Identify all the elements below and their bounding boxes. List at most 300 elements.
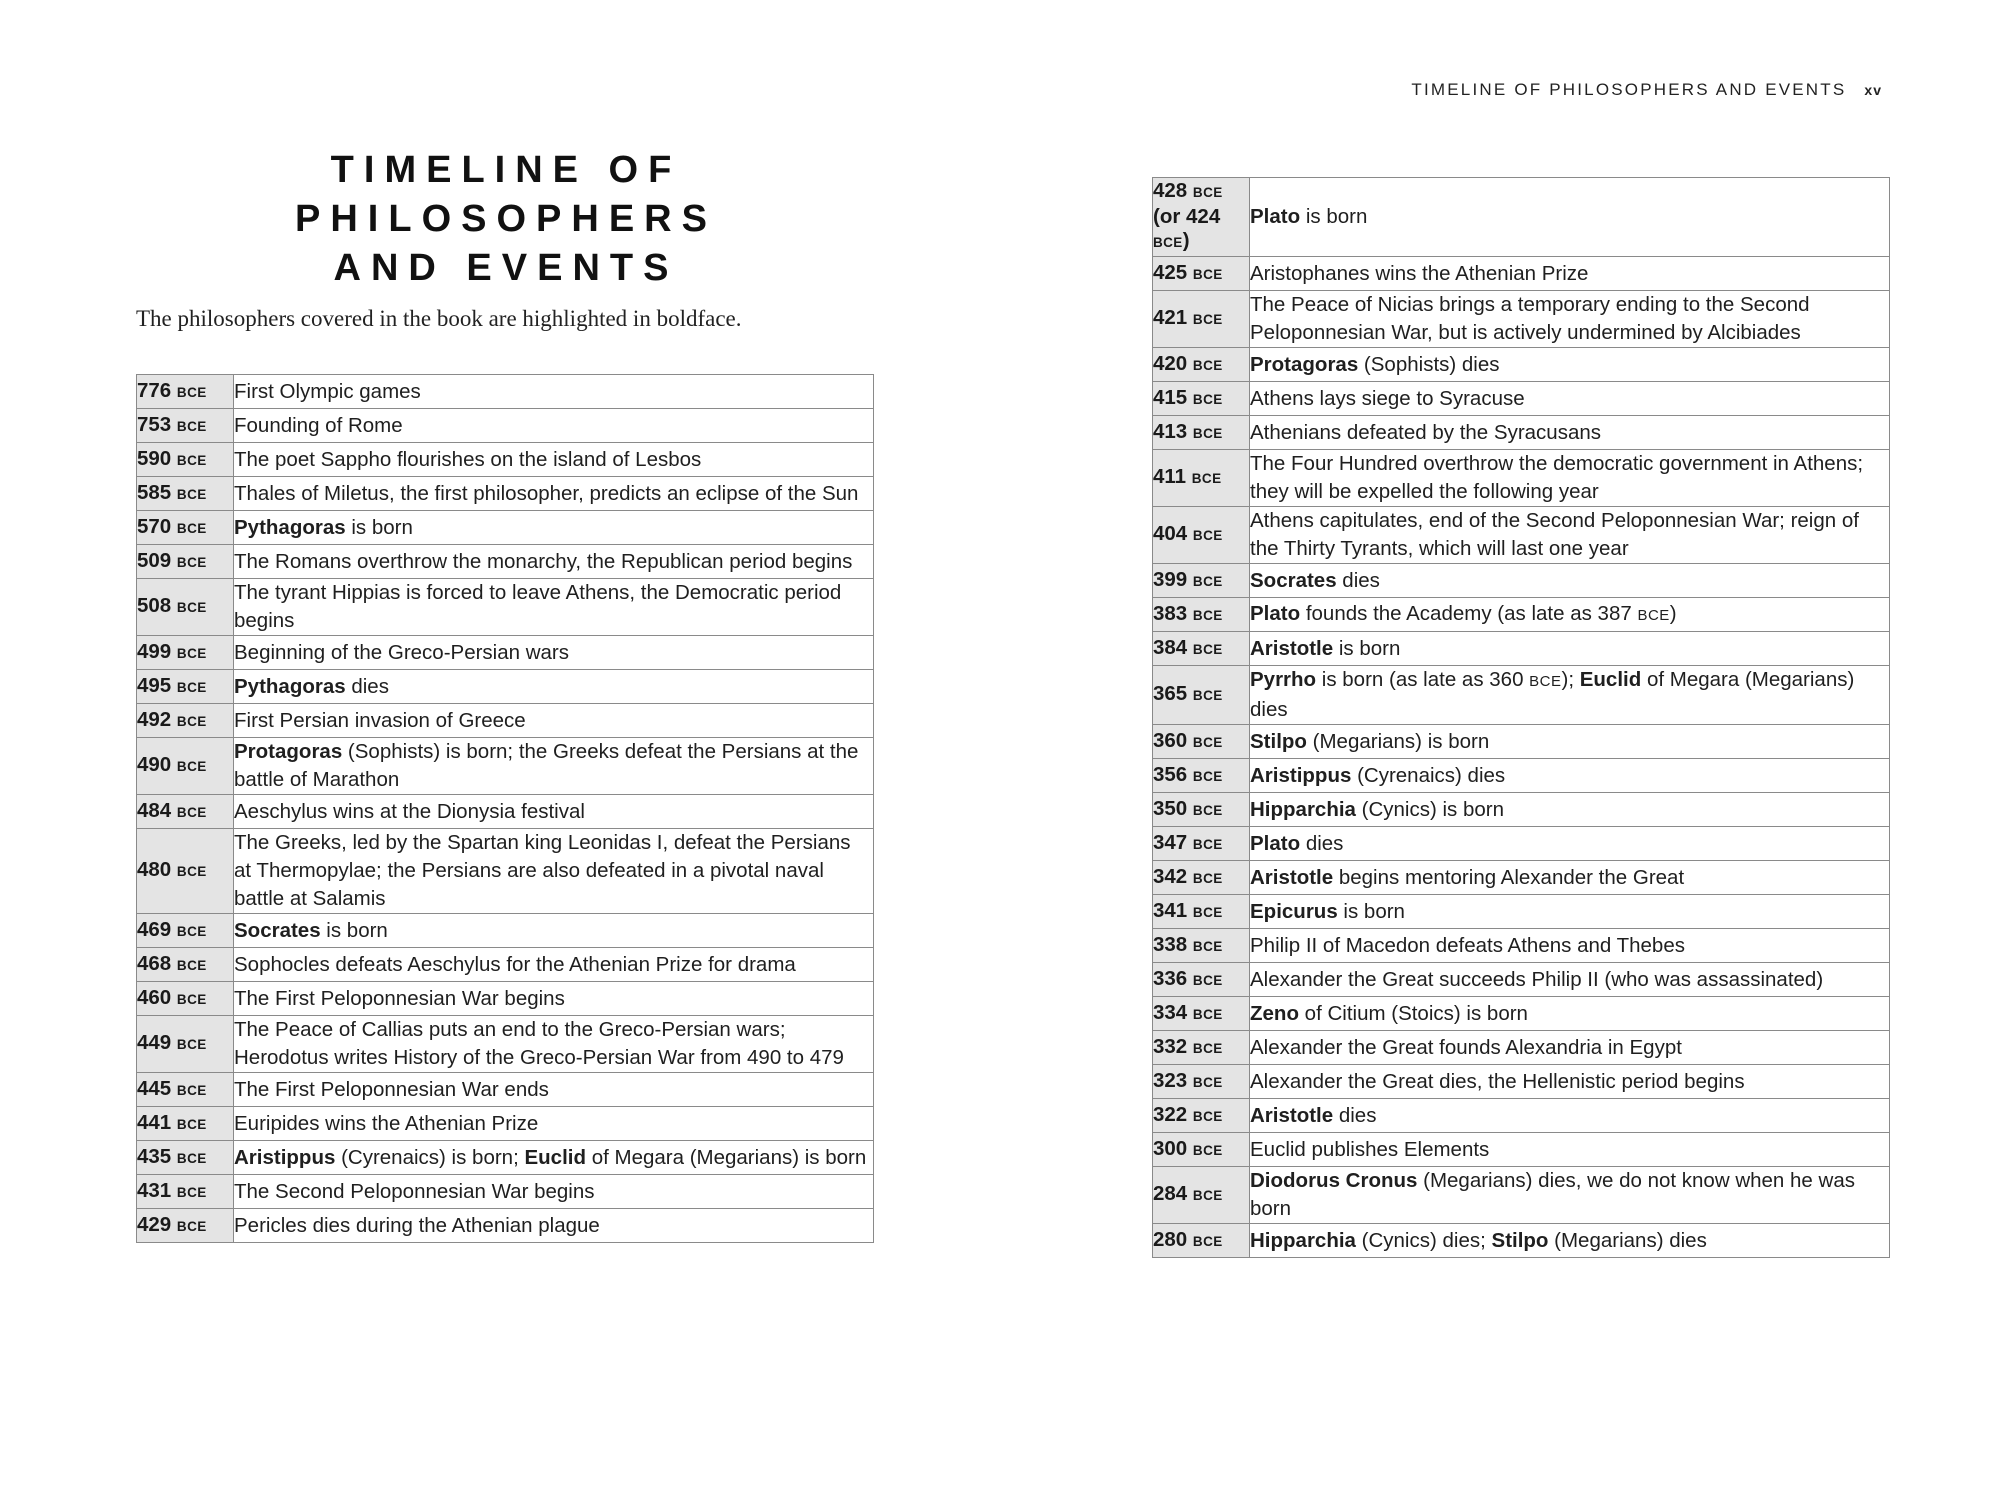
event-text: is born: [1333, 636, 1401, 660]
era-label: BCE: [176, 991, 207, 1007]
table-row: [1153, 598, 1890, 632]
era-label: BCE: [1192, 312, 1223, 327]
event-text: dies: [345, 674, 389, 698]
event-cell: [1250, 416, 1890, 450]
event-cell: [1250, 348, 1890, 382]
year-cell: [137, 443, 234, 477]
era-label: BCE: [1192, 391, 1223, 407]
event-text: Athenians defeated by the Syracusans: [1250, 420, 1602, 444]
year-cell: [137, 948, 234, 982]
year-value: 404: [1153, 522, 1188, 545]
table-row: [137, 795, 874, 829]
year-cell: [1153, 929, 1250, 963]
running-head: [1411, 80, 1882, 100]
event-text: The Four Hundred overthrow the democratic government in Athens; they will be expelled the following year: [1250, 452, 1864, 503]
table-row: [1153, 1065, 1890, 1099]
year-cell: [1153, 348, 1250, 382]
event-text: (Cyrenaics) is born;: [335, 1145, 525, 1169]
philosopher-name: Socrates: [234, 918, 321, 942]
year-cell: [1153, 827, 1250, 861]
event-cell: [234, 1073, 874, 1107]
event-text: The Peace of Callias puts an end to the Greco-Persian wars; Herodotus writes History of the Greco-Persian War from 490 to 479: [234, 1018, 844, 1069]
era-label: BCE: [176, 804, 207, 820]
event-text: Philip II of Macedon defeats Athens and Thebes: [1250, 933, 1685, 957]
year-cell: [1153, 793, 1250, 827]
event-text: (Cynics) dies;: [1355, 1228, 1492, 1252]
year-cell: [1153, 895, 1250, 929]
table-row: [1153, 997, 1890, 1031]
year-value: 341: [1153, 898, 1188, 922]
event-text: Beginning of the Greco-Persian wars: [234, 640, 570, 664]
era-label: BCE: [176, 713, 207, 729]
event-text: dies: [1333, 1103, 1377, 1127]
year-cell: [1153, 997, 1250, 1031]
event-text: (Megarians) is born: [1306, 729, 1490, 753]
event-text: The Greeks, led by the Spartan king Leonidas I, defeat the Persians at Thermopylae; the Persians are also defeated in a pivotal naval battle at Salamis: [234, 831, 851, 910]
era-label: BCE: [1192, 972, 1223, 988]
event-cell: [234, 738, 874, 795]
year-cell: [1153, 450, 1250, 507]
era-label: BCE: [1192, 1108, 1223, 1124]
era-label: BCE: [176, 1184, 207, 1200]
era-label: BCE: [1192, 870, 1223, 886]
era-label: BCE: [176, 957, 207, 973]
event-text: (Sophists) is born; the Greeks defeat the Persians at the battle of Marathon: [234, 740, 859, 791]
event-cell: [1250, 759, 1890, 793]
year-cell: [137, 511, 234, 545]
event-cell: [1250, 632, 1890, 666]
philosopher-name: Plato: [1250, 601, 1301, 625]
year-cell: [1153, 632, 1250, 666]
era-label: BCE: [1192, 528, 1223, 543]
event-cell: [234, 948, 874, 982]
year-cell: [137, 795, 234, 829]
era-label: BCE: [176, 1037, 207, 1052]
event-cell: [234, 1209, 874, 1243]
era-label: BCE: [176, 759, 207, 774]
event-cell: [1250, 861, 1890, 895]
year-value: 425: [1153, 260, 1188, 284]
event-text: The tyrant Hippias is forced to leave Athens, the Democratic period begins: [234, 581, 842, 632]
event-cell: [1250, 178, 1890, 257]
event-cell: [234, 636, 874, 670]
event-cell: [1250, 598, 1890, 632]
philosopher-name: Socrates: [1250, 568, 1337, 592]
year-cell: [137, 1175, 234, 1209]
event-cell: [1250, 793, 1890, 827]
table-row: [1153, 291, 1890, 348]
event-cell: [234, 545, 874, 579]
year-value: 365: [1153, 682, 1188, 705]
event-cell: [1250, 895, 1890, 929]
year-cell: [1153, 257, 1250, 291]
event-text: dies: [1336, 568, 1380, 592]
year-cell: [1153, 963, 1250, 997]
year-value: 429: [137, 1212, 172, 1236]
event-cell: [234, 1107, 874, 1141]
table-row: [1153, 1167, 1890, 1224]
era-label: BCE: [176, 679, 207, 695]
era-label: BCE: [1192, 1188, 1223, 1203]
event-cell: [1250, 382, 1890, 416]
table-row: [1153, 382, 1890, 416]
table-row: [1153, 450, 1890, 507]
era-label: BCE: [176, 1116, 207, 1132]
table-row: [137, 443, 874, 477]
event-cell: [1250, 725, 1890, 759]
philosopher-name: Aristotle: [1250, 865, 1334, 889]
year-cell: [1153, 1167, 1250, 1224]
era-label: BCE: [1192, 836, 1223, 852]
era-label: BCE: [176, 520, 207, 536]
era-label: BCE: [176, 1218, 207, 1234]
philosopher-name: Hipparchia: [1250, 797, 1356, 821]
era-label: BCE: [176, 486, 207, 502]
table-row: [137, 670, 874, 704]
year-value: 753: [137, 412, 172, 436]
era-label: BCE: [1192, 573, 1223, 589]
event-cell: [234, 511, 874, 545]
philosopher-name: Pyrrho: [1250, 668, 1317, 691]
era-label: BCE: [1192, 1142, 1223, 1158]
philosopher-name: Epicurus: [1250, 899, 1338, 923]
year-value: 420: [1153, 351, 1188, 375]
event-text: Aristophanes wins the Athenian Prize: [1250, 261, 1589, 285]
year-cell: [137, 704, 234, 738]
year-value: 332: [1153, 1034, 1188, 1058]
event-text: Euclid publishes Elements: [1250, 1137, 1490, 1161]
philosopher-name: Protagoras: [1250, 352, 1359, 376]
era-label: BCE: [1192, 607, 1223, 623]
table-row: [1153, 632, 1890, 666]
philosopher-name: Aristotle: [1250, 1103, 1334, 1127]
era-label: BCE: [1192, 938, 1223, 954]
era-label: BCE: [1192, 1074, 1223, 1090]
philosopher-name: Diodorus Cronus: [1250, 1169, 1418, 1192]
philosopher-name: Stilpo: [1250, 729, 1307, 753]
year-cell: [1153, 1099, 1250, 1133]
era-label: BCE: [176, 384, 207, 400]
event-text: The First Peloponnesian War ends: [234, 1077, 549, 1101]
table-row: [1153, 1133, 1890, 1167]
era-label: BCE: [1191, 471, 1222, 486]
event-text: (Megarians) dies, we do not know when he was born: [1250, 1169, 1855, 1220]
event-cell: [234, 443, 874, 477]
event-cell: [1250, 507, 1890, 564]
event-text: BCE: [1529, 673, 1562, 690]
event-cell: [1250, 450, 1890, 507]
event-cell: [234, 829, 874, 914]
table-row: [137, 1141, 874, 1175]
era-label: BCE: [176, 418, 207, 434]
event-text: is born (as late as 360: [1316, 668, 1530, 691]
year-cell: [137, 1107, 234, 1141]
event-text: Alexander the Great founds Alexandria in Egypt: [1250, 1035, 1682, 1059]
event-text: The Peace of Nicias brings a temporary ending to the Second Peloponnesian War, but is actively undermined by Alcibiades: [1250, 293, 1810, 344]
year-value: 280: [1153, 1227, 1188, 1251]
year-cell: [1153, 291, 1250, 348]
philosopher-name: Hipparchia: [1250, 1228, 1356, 1252]
year-cell: [1153, 416, 1250, 450]
year-value: 484: [137, 798, 172, 822]
philosopher-name: Plato: [1250, 831, 1301, 855]
philosopher-name: Aristotle: [1250, 636, 1334, 660]
era-label: BCE: [176, 923, 207, 939]
era-label: BCE: [176, 452, 207, 468]
philosopher-name: Zeno: [1250, 1001, 1299, 1025]
table-row: [1153, 178, 1890, 257]
table-row: [1153, 861, 1890, 895]
chapter-title-line-1: TIMELINE OF PHILOSOPHERS: [295, 149, 717, 240]
year-cell: [137, 670, 234, 704]
year-value: 399: [1153, 567, 1188, 591]
timeline-table-right: [1152, 177, 1890, 1258]
event-text: (Cyrenaics) dies: [1351, 763, 1506, 787]
event-cell: [234, 409, 874, 443]
year-value: 415: [1153, 385, 1188, 409]
event-text: Alexander the Great dies, the Hellenistic period begins: [1250, 1069, 1745, 1093]
philosopher-name: Stilpo: [1491, 1228, 1549, 1252]
event-cell: [1250, 997, 1890, 1031]
event-text: (Megarians) dies: [1548, 1228, 1707, 1252]
table-row: [1153, 963, 1890, 997]
event-cell: [1250, 929, 1890, 963]
table-row: [1153, 725, 1890, 759]
event-cell: [1250, 291, 1890, 348]
year-cell: [137, 982, 234, 1016]
event-text: );: [1561, 668, 1580, 691]
timeline-table-body: [1153, 257, 1890, 1258]
year-cell: [1153, 1065, 1250, 1099]
year-value: 585: [137, 480, 172, 504]
intro-text: The philosophers covered in the book are highlighted in boldface.: [136, 306, 742, 331]
table-row: [1153, 348, 1890, 382]
philosopher-name: Euclid: [1579, 668, 1642, 691]
era-label: BCE: [1192, 734, 1223, 750]
year-cell: [1153, 382, 1250, 416]
year-cell: [1153, 725, 1250, 759]
era-label: BCE: [1192, 1233, 1223, 1249]
event-text: is born: [1337, 899, 1405, 923]
chapter-title-line-2: AND EVENTS: [333, 247, 679, 289]
event-text: founds the Academy (as late as 387: [1300, 601, 1638, 625]
alt-year-close: ): [1182, 229, 1190, 252]
year-value: 441: [137, 1110, 172, 1134]
year-cell: [137, 1209, 234, 1243]
year-value: 300: [1153, 1136, 1188, 1160]
right-page: [1000, 0, 2000, 1500]
year-cell: [137, 1073, 234, 1107]
event-text: (Cynics) is born: [1355, 797, 1505, 821]
table-row: [137, 982, 874, 1016]
year-value: 334: [1153, 1000, 1188, 1024]
table-row: [137, 1016, 874, 1073]
event-text: The Second Peloponnesian War begins: [234, 1179, 595, 1203]
year-cell: [137, 579, 234, 636]
table-row: [137, 1209, 874, 1243]
event-cell: [1250, 1099, 1890, 1133]
table-row: [137, 579, 874, 636]
year-value: 468: [137, 951, 172, 975]
year-cell: [137, 545, 234, 579]
event-text: Alexander the Great succeeds Philip II (who was assassinated): [1250, 967, 1824, 991]
year-value: 480: [137, 858, 172, 881]
year-cell: [1153, 564, 1250, 598]
era-label: BCE: [176, 1082, 207, 1098]
event-text: BCE: [1637, 606, 1670, 624]
event-cell: [234, 670, 874, 704]
year-value: 347: [1153, 830, 1188, 854]
table-row: [137, 409, 874, 443]
year-value: 509: [137, 548, 172, 572]
era-label: BCE: [176, 645, 207, 661]
era-label: BCE: [1153, 235, 1183, 250]
year-value: 338: [1153, 932, 1188, 956]
year-value: 336: [1153, 966, 1188, 990]
event-cell: [1250, 666, 1890, 725]
philosopher-name: Plato: [1250, 205, 1301, 228]
year-value: 411: [1153, 465, 1187, 488]
year-cell: [1153, 598, 1250, 632]
event-cell: [234, 914, 874, 948]
era-label: BCE: [1192, 641, 1223, 657]
running-head-title: TIMELINE OF PHILOSOPHERS AND EVENTS: [1411, 80, 1847, 99]
event-text: of Citium (Stoics) is born: [1298, 1001, 1528, 1025]
table-row: [1153, 257, 1890, 291]
event-cell: [234, 477, 874, 511]
event-cell: [1250, 257, 1890, 291]
table-row: [1153, 929, 1890, 963]
year-value: 421: [1153, 306, 1188, 329]
year-cell: [1153, 178, 1250, 257]
table-row: [1153, 564, 1890, 598]
event-text: of Megara (Megarians) is born: [586, 1145, 867, 1169]
year-cell: [137, 477, 234, 511]
era-label: BCE: [1192, 904, 1223, 920]
event-cell: [234, 1175, 874, 1209]
year-value: 431: [137, 1178, 172, 1202]
alt-year-value: (or 424: [1153, 205, 1221, 228]
year-cell: [1153, 666, 1250, 725]
year-value: 342: [1153, 864, 1188, 888]
era-label: BCE: [1192, 266, 1223, 282]
event-text: First Persian invasion of Greece: [234, 708, 526, 732]
table-row: [1153, 759, 1890, 793]
year-cell: [1153, 1133, 1250, 1167]
event-text: Euripides wins the Athenian Prize: [234, 1111, 539, 1135]
philosopher-name: Protagoras: [234, 740, 343, 763]
table-row: [137, 511, 874, 545]
era-label: BCE: [1192, 1040, 1223, 1056]
era-label: BCE: [1192, 1006, 1223, 1022]
event-text: The Romans overthrow the monarchy, the Republican period begins: [234, 549, 853, 573]
event-cell: [1250, 963, 1890, 997]
year-cell: [137, 738, 234, 795]
event-cell: [1250, 1031, 1890, 1065]
year-cell: [137, 829, 234, 914]
year-cell: [137, 1016, 234, 1073]
table-row: [137, 738, 874, 795]
event-cell: [1250, 1167, 1890, 1224]
timeline-table-left: [136, 374, 874, 1243]
event-cell: [234, 982, 874, 1016]
era-label: BCE: [1192, 768, 1223, 784]
era-label: BCE: [176, 554, 207, 570]
era-label: BCE: [1192, 185, 1223, 200]
year-cell: [137, 409, 234, 443]
timeline-table-body: [1153, 178, 1890, 257]
event-text: of Megara (Megarians) dies: [1250, 668, 1855, 721]
table-row: [137, 829, 874, 914]
table-row: [137, 1175, 874, 1209]
year-cell: [137, 375, 234, 409]
year-value: 435: [137, 1144, 172, 1168]
event-cell: [1250, 827, 1890, 861]
year-cell: [137, 1141, 234, 1175]
table-row: [137, 704, 874, 738]
event-cell: [1250, 564, 1890, 598]
table-row: [1153, 827, 1890, 861]
year-value: 508: [137, 594, 172, 617]
year-cell: [1153, 861, 1250, 895]
year-value: 776: [137, 378, 172, 402]
event-cell: [234, 795, 874, 829]
year-value: 495: [137, 673, 172, 697]
year-value: 322: [1153, 1102, 1188, 1126]
philosopher-name: Aristippus: [1250, 763, 1352, 787]
table-row: [137, 948, 874, 982]
event-text: (Sophists) dies: [1358, 352, 1500, 376]
event-text: Pericles dies during the Athenian plague: [234, 1213, 600, 1237]
event-text: Founding of Rome: [234, 413, 403, 437]
year-value: 445: [137, 1076, 172, 1100]
table-row: [1153, 507, 1890, 564]
year-value: 428: [1153, 179, 1188, 202]
event-cell: [1250, 1065, 1890, 1099]
table-row: [137, 477, 874, 511]
event-text: begins mentoring Alexander the Great: [1333, 865, 1685, 889]
page-number: xv: [1864, 82, 1882, 98]
event-cell: [234, 1016, 874, 1073]
table-row: [1153, 1224, 1890, 1258]
table-row: [137, 636, 874, 670]
timeline-table-body: [137, 375, 874, 1243]
year-cell: [137, 636, 234, 670]
era-label: BCE: [176, 600, 207, 615]
year-value: 570: [137, 514, 172, 538]
event-cell: [1250, 1133, 1890, 1167]
year-value: 384: [1153, 635, 1188, 659]
event-text: is born: [1300, 205, 1368, 228]
philosopher-name: Aristippus: [234, 1145, 336, 1169]
event-text: ): [1669, 601, 1677, 625]
era-label: BCE: [176, 864, 207, 879]
year-value: 469: [137, 917, 172, 941]
philosopher-name: Pythagoras: [234, 515, 346, 539]
year-cell: [1153, 759, 1250, 793]
year-value: 499: [137, 639, 172, 663]
table-row: [137, 375, 874, 409]
event-text: Aeschylus wins at the Dionysia festival: [234, 799, 585, 823]
year-value: 356: [1153, 762, 1188, 786]
event-cell: [234, 1141, 874, 1175]
philosopher-name: Euclid: [524, 1145, 586, 1169]
table-row: [137, 1107, 874, 1141]
year-value: 350: [1153, 796, 1188, 820]
event-text: First Olympic games: [234, 379, 421, 403]
year-value: 460: [137, 985, 172, 1009]
philosopher-name: Pythagoras: [234, 674, 346, 698]
